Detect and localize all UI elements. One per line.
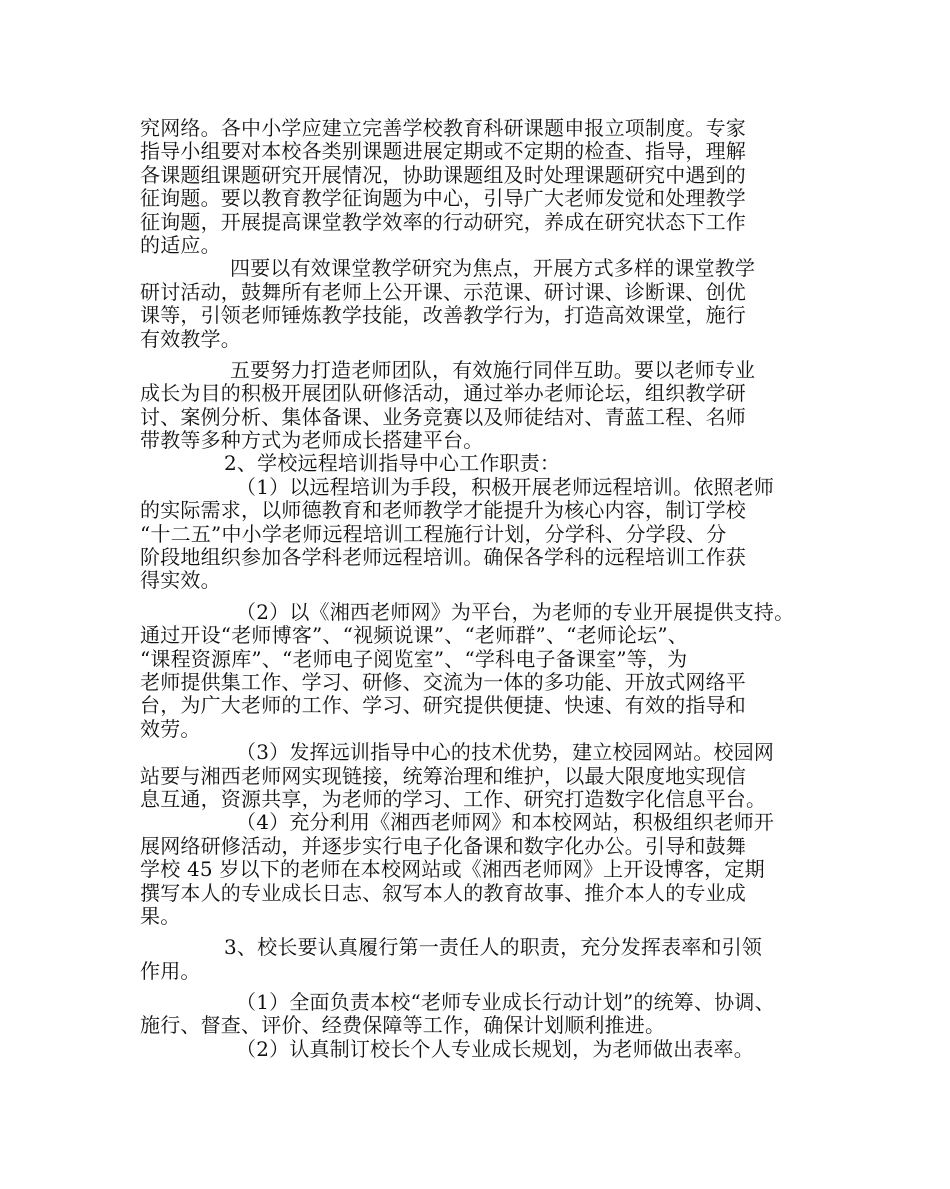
- document-body: [140, 117, 815, 1061]
- text-line: （1）全面负责本校“老师专业成长行动计划”的统筹、协调、: [236, 990, 775, 1015]
- text-line: 施行、督查、评价、经费保障等工作，确保计划顺利推进。: [140, 1013, 666, 1038]
- text-line: 成长为目的积极开展团队研修活动，通过举办老师论坛，组织教学研: [140, 381, 746, 406]
- text-line: 研讨活动，鼓舞所有老师上公开课、示范课、研讨课、诊断课、创优: [140, 279, 746, 304]
- text-line: 老师提供集工作、学习、研修、交流为一体的多功能、开放式网络平: [140, 669, 746, 694]
- text-line: 通过开设“老师博客”、“视频说课”、“老师群”、“老师论坛”、: [140, 623, 688, 648]
- text-line: 指导小组要对本校各类别课题进展定期或不定期的检查、指导，理解: [140, 139, 746, 164]
- text-line: （1）以远程培训为手段，积极开展老师远程培训。依照老师: [236, 474, 775, 499]
- text-line: 学校 45 岁以下的老师在本校网站或《湘西老师网》上开设博客，定期: [140, 857, 765, 882]
- text-line: 各课题组课题研究开展情况，协助课题组及时处理课题研究中遇到的: [140, 162, 746, 187]
- text-line: 课等，引领老师锤炼教学技能，改善教学行为，打造高效课堂，施行: [140, 303, 746, 328]
- text-line: “十二五”中小学老师远程培训工程施行计划，分学科、分学段、分: [140, 521, 727, 546]
- text-line: （2）以《湘西老师网》为平台，为老师的专业开展提供支持。: [236, 599, 795, 624]
- text-line: “课程资源库”、“老师电子阅览室”、“学科电子备课室”等，为: [140, 646, 688, 671]
- text-line: 征询题，开展提高课堂教学效率的行动研究，养成在研究状态下工作: [140, 209, 746, 234]
- text-line: 阶段地组织参加各学科老师远程培训。确保各学科的远程培训工作获: [140, 545, 746, 570]
- text-line: 展网络研修活动，并逐步实行电子化备课和数字化办公。引导和鼓舞: [140, 833, 746, 858]
- text-line: 作用。: [140, 958, 201, 983]
- text-line: 撰写本人的专业成长日志、叙写本人的教育故事、推介本人的专业成: [140, 880, 746, 905]
- text-line: 的适应。: [140, 232, 221, 257]
- text-line: （4）充分利用《湘西老师网》和本校网站，积极组织老师开: [236, 810, 775, 835]
- text-line: 3、校长要认真履行第一责任人的职责，充分发挥表率和引领: [224, 935, 763, 960]
- text-line: 台，为广大老师的工作、学习、研究提供便捷、快速、有效的指导和: [140, 693, 746, 718]
- text-line: 果。: [140, 903, 181, 928]
- text-line: 站要与湘西老师网实现链接，统筹治理和维护，以最大限度地实现信: [140, 763, 746, 788]
- text-line: （2）认真制订校长个人专业成长规划，为老师做出表率。: [236, 1036, 754, 1061]
- text-line: 2、学校远程培训指导中心工作职责：: [224, 451, 561, 476]
- text-line: 有效教学。: [140, 326, 241, 351]
- text-line: 带教等多种方式为老师成长搭建平台。: [140, 428, 484, 453]
- text-line: 究网络。各中小学应建立完善学校教育科研课题申报立项制度。专家: [140, 116, 746, 140]
- text-line: 效劳。: [140, 716, 201, 741]
- text-line: （3）发挥远训指导中心的技术优势，建立校园网站。校园网: [236, 740, 775, 765]
- text-line: 征询题。要以教育教学征询题为中心，引导广大老师发觉和处理教学: [140, 186, 746, 211]
- text-line: 息互通，资源共享，为老师的学习、工作、研究打造数字化信息平台。: [140, 786, 767, 811]
- text-line: 讨、案例分析、集体备课、业务竞赛以及师徒结对、青蓝工程、名师: [140, 404, 746, 429]
- text-line: 得实效。: [140, 568, 221, 593]
- text-line: 的实际需求，以师德教育和老师教学才能提升为核心内容，制订学校: [140, 498, 746, 523]
- text-line: 四要以有效课堂教学研究为焦点，开展方式多样的课堂教学: [230, 256, 756, 281]
- text-line: 五要努力打造老师团队，有效施行同伴互助。要以老师专业: [230, 357, 756, 382]
